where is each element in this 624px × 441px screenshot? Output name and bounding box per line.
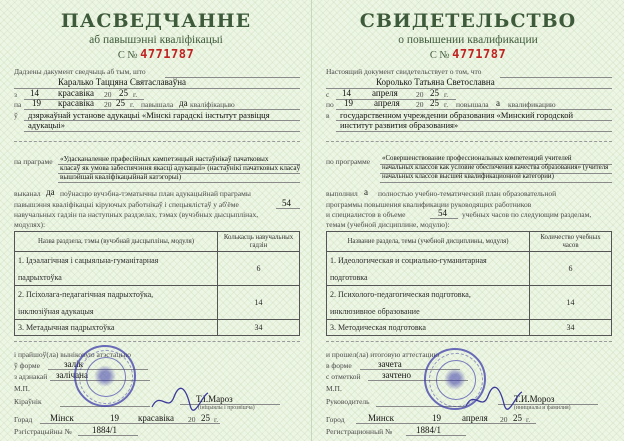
subjects-table [14,231,300,336]
document-title: ПАСВЕДЧАННЕ [60,10,252,32]
row-name-line-1: 3. Методическая подготовка [327,320,530,336]
completed-ending: да [46,187,55,197]
period-to-day: 19 [32,98,41,108]
serial-prefix: С № [117,50,138,61]
period-to-year-suffix: г. [444,100,449,109]
row-hours: 6 [218,252,300,286]
issued-to-label: Настоящий документ свидетельствует о том, что [326,67,482,76]
period-from-day: 14 [30,88,39,98]
serial-number: 4771787 [140,47,195,61]
program-line-3: начальных классов высшей квалификационной категории) [382,173,554,180]
institution-label: в [326,111,330,120]
head-name: Т.И.Мороз [514,394,555,404]
table-row [327,320,612,336]
period-from-month: апреля [372,88,398,98]
city-label: Город [326,415,345,424]
program-line-2: начальных классов как условие обеспечения качества образования» (учителя [382,164,609,171]
period-to-month: апреля [374,98,400,108]
form-value: зачета [378,359,402,369]
raised-label: павышала [141,100,174,109]
period-to-year-prefix: 20 [104,100,112,109]
head-caption: (ініцыялы і прозвішча) [198,405,255,411]
period-to-month: красавіка [58,98,94,108]
head-label: Кіраўнік [14,397,42,406]
institution-line-2: адукацыі» [28,120,65,130]
passed-label: и прошел(ла) итоговую аттестацию [326,350,440,359]
issued-to-label: Дадзены дакумент сведчыць аб тым, што [14,67,146,76]
form-label: в форме [326,361,352,370]
row-name-line-1: 3. Метадычная падрыхтоўка [15,320,218,336]
mark-label: з адзнакай [14,372,48,381]
period-to-year: 25 [430,98,439,108]
row-name-line-2: інклюзіўная адукацыя [18,306,94,316]
issue-month: красавіка [138,413,174,423]
raised-suffix: квалификацию [508,100,556,109]
table-row [15,252,300,286]
completed-text: поўнасцю вучэбна-тэматычны план адукацыйнай праграмы [60,189,251,198]
document-subtitle: о повышении квалификации [398,34,538,46]
issue-day: 19 [432,413,441,423]
period-from-month: красавіка [58,88,94,98]
period-to-year-suffix: г. [130,100,135,109]
period-to-year-prefix: 20 [416,100,424,109]
period-from-day: 14 [342,88,351,98]
head-name: Т.І.Мароз [196,394,233,404]
serial-prefix: С № [429,50,450,61]
row-hours: 34 [530,320,612,336]
completed-prefix: выполнил [326,189,358,198]
row-hours: 14 [530,286,612,320]
serial-number: 4771787 [452,47,507,61]
reg-label: Регистрационный № [326,427,393,436]
row-hours: 34 [218,320,300,336]
row-name-line-1: 2. Псіхолага-педагагічная падрыхтоўка, [18,289,154,299]
holder-name: Королько Татьяна Светославна [376,77,495,87]
period-from-year: 25 [430,88,439,98]
institution-line-2: институт развития образования» [340,120,459,130]
period-from-year: 25 [119,88,128,98]
city-value: Минск [368,413,395,423]
program-line-1: «Удасканаленне прафесійных кампетэнцый настаўнікаў пачатковых [60,155,269,163]
mark-value: залічана [56,370,88,380]
row-name-line-1: 2. Психолого-педагогическая подготовка, [330,289,471,299]
table-row [15,286,300,320]
row-hours: 6 [530,252,612,286]
period-to-label: по [326,100,334,109]
hours-total: 54 [282,198,291,208]
row-name-line-2: подготовка [330,272,368,282]
issue-year: 25 [201,413,210,423]
issue-month: апреля [462,413,488,423]
table-header-hours: Количество учебных часов [530,232,612,252]
period-from-year-suffix: г. [444,90,449,99]
certificate-page-russian [312,0,624,441]
completed-line-4: модулях): [14,220,46,229]
program-label: па праграме [14,157,53,166]
completed-prefix: выканал [14,189,41,198]
completed-line-2: программы повышения квалификации руководящих работников [326,200,532,209]
seal-place-label: М.П. [326,384,342,393]
completed-line-3: навучальных гадзін па наступных раздзелах, тэмах (вучэбных дысцыплінах, [14,210,259,219]
raised-ending: а [496,98,500,108]
table-row [15,320,300,336]
city-value: Мінск [50,413,74,423]
seal-place-label: М.П. [14,384,30,393]
issue-year-prefix: 20 [500,415,508,424]
period-from-year-suffix: г. [133,90,138,99]
table-row [327,286,612,320]
institution-line-1: дзяржаўнай установе адукацыі «Мінскі гарадскі інстытут развіцця [28,110,270,120]
row-name-line-2: падрыхтоўка [18,272,62,282]
hours-total: 54 [438,208,447,218]
period-from-year-prefix: 20 [416,90,424,99]
completed-line-4: темам (учебной дисциплине, модулю): [326,220,450,229]
serial-number-block [312,47,624,61]
row-name-line-1: 1. Идеологическая и социально-гуманитарная [330,255,487,265]
raised-ending: да [179,98,188,108]
table-header-name: Назва раздзела, тэмы (вучэбнай дысцыпліны, модуля) [15,232,218,252]
program-line-1: «Совершенствование профессиональных компетенций учителей [382,155,572,162]
subjects-table [326,231,612,336]
issue-year: 25 [513,413,522,423]
program-label: по программе [326,157,371,166]
city-label: Горад [14,415,33,424]
reg-number: 1884/1 [416,425,442,435]
completed-ending: а [364,187,368,197]
period-to-year: 25 [116,98,125,108]
completed-line-2b: и специалистов в объеме [326,210,406,219]
row-hours: 14 [218,286,300,320]
mark-value: зачтено [382,370,411,380]
program-line-3: вышэйшай кваліфікацыйнай катэгорыі) [60,173,182,181]
issue-year-prefix: 20 [188,415,196,424]
signature-icon [464,384,524,414]
issue-year-suffix: г. [214,415,219,424]
period-to-label: па [14,100,22,109]
period-from-year-prefix: 20 [104,90,112,99]
holder-name: Каралько Таццяна Святаславаўна [58,77,187,87]
passed-label: і прайшоў(ла) выніковую атэстацыю [14,350,131,359]
period-from-label: с [326,90,330,99]
period-to-day: 19 [344,98,353,108]
table-header-hours: Колькасць навучальных гадзін [218,232,300,252]
row-name-line-2: инклюзивное образование [330,306,420,316]
official-seal [74,345,136,407]
form-value: залік [64,359,83,369]
table-header-name: Название раздела, темы (учебной дисциплины, модуля) [327,232,530,252]
row-name-line-1: 1. Ідэалагічная і сацыяльна-гуманітарная [18,255,159,265]
institution-label: ў [14,111,18,120]
institution-line-1: государственном учреждении образования «Минский городской [340,110,574,120]
issue-day: 19 [110,413,119,423]
form-label: ў форме [14,361,40,370]
completed-text: полностью учебно-тематический план образовательной [378,189,557,198]
completed-line-2: павышэння кваліфікацыі кіруючых работнікаў і спецыялістаў у аб'ёме [14,200,239,209]
document-subtitle: аб павышэнні кваліфікацыі [89,34,223,46]
raised-suffix: кваліфікацыю [190,100,235,109]
raised-label: повышала [456,100,489,109]
program-line-2: класаў як умова забеспячэння якасці адукацыі» (настаўнікі пачатковых класаў [60,164,301,172]
serial-number-block [0,47,312,61]
reg-label: Рэгістрацыйны № [14,427,72,436]
period-from-label: з [14,90,17,99]
document-title: СВИДЕТЕЛЬСТВО [359,10,577,32]
head-caption: (инициалы и фамилия) [514,405,571,411]
table-row [327,252,612,286]
signature-icon [150,385,210,415]
issue-year-suffix: г. [526,415,531,424]
reg-number: 1884/1 [92,425,118,435]
completed-line-3: учебных часов по следующим разделам, [462,210,592,219]
mark-label: с отметкой [326,372,361,381]
head-label: Руководитель [326,397,370,406]
